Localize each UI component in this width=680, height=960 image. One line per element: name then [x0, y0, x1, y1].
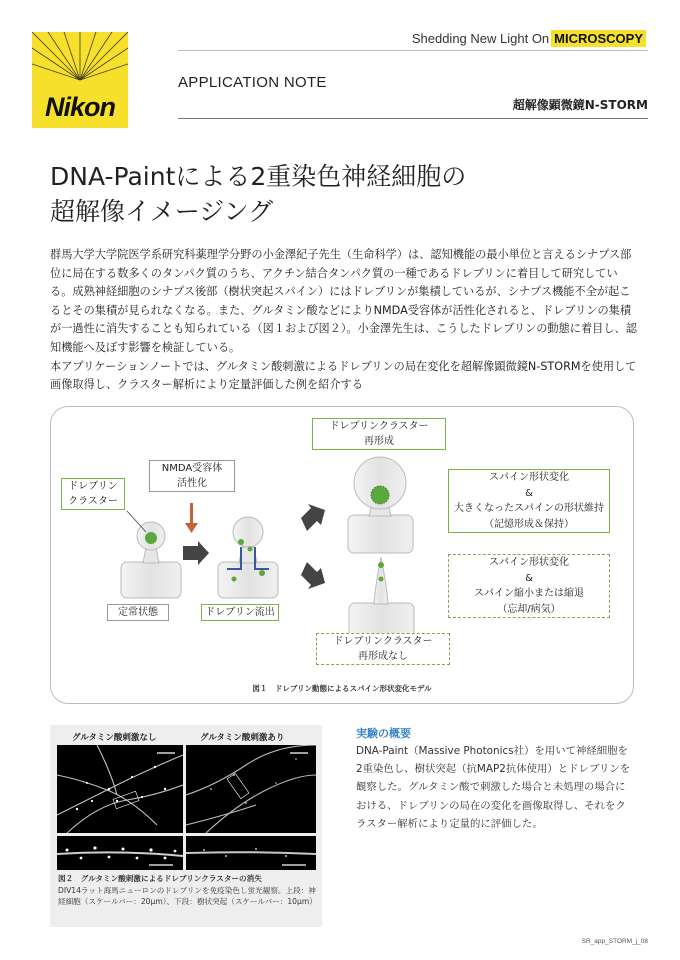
branch-up-arrow-icon [301, 504, 325, 531]
outcome-1-line-4: （記憶形成＆保持） [484, 518, 574, 530]
tagline-highlight: MICROSCOPY [551, 30, 646, 47]
branch-down-arrow-icon [301, 562, 325, 589]
header-divider [178, 50, 648, 51]
steady-state-label: 定常状態 [107, 604, 169, 621]
dendrite-image-glutamate [186, 836, 316, 870]
figure-1-caption: 図１ ドレブリン動態によるスパイン形状変化モデル [252, 684, 432, 693]
title-line-1: DNA-Paintによる2重染色神経細胞の [50, 162, 467, 191]
neuron-image-glutamate [186, 745, 316, 833]
outcome-2-line-1: スパイン形状変化 [489, 557, 569, 568]
tagline [412, 31, 646, 46]
header-rule [178, 118, 648, 119]
figure-1 [50, 406, 634, 704]
reform-label [312, 418, 446, 450]
outcome-1-line-2: & [525, 487, 533, 499]
label-without-glutamate: グルタミン酸刺激なし [72, 733, 157, 743]
orange-arrow-icon [190, 503, 193, 525]
neuron-image-control [57, 745, 183, 833]
figure-2-caption-body: DIV14ラット海馬ニューロンのドレブリンを免疫染色し蛍光観察。上段：神経細胞（スケールバー：20μm）、下段：樹状突起（スケールバー：10μm） [58, 885, 317, 906]
drebrin-outflow-spine-icon [218, 517, 278, 598]
dendrite-image-control [57, 836, 183, 870]
title-line-2: 超解像イメージング [50, 197, 274, 226]
shrunken-spine-icon [349, 557, 414, 641]
figure-2 [50, 725, 322, 927]
outcome-2-line-4: （忘却/病気） [497, 603, 561, 615]
logo-text: Nikon [44, 92, 115, 122]
intro-paragraph-1: 群馬大学大学院医学系研究科薬理学分野の小金澤紀子先生（生命科学）は、認知機能の最小単位と言えるシナプス部位に局在する数多くのタンパク質のうち、アクチン結合タンパク質の一種であるドレブリンに着目して研究している。成熟神経細胞のシナプス後部（樹状突起スパイン）にはドレブリンが集積しているが、シナプス機能不全が起こるとその集積が見られなくなる。また、グルタミン酸などによりNMDA受容体が活性化されると、ドレブリンの集積が一過性に消失することも知られている（図１および図２）。小金澤先生は、こうしたドレブリンの動態に着目し、認知機能へ及ぼす影響を検証している。 [50, 248, 637, 354]
steady-state-spine-icon [121, 511, 181, 598]
nmda-line-1: NMDA受容体 [161, 463, 223, 474]
tagline-text: Shedding New Light On [411, 31, 550, 46]
reform-line-2: 再形成 [364, 436, 394, 447]
reform-line-1: ドレブリンクラスター [329, 421, 429, 432]
no-reform-line-1: ドレブリンクラスター [333, 636, 433, 647]
overview-heading: 実験の概要 [356, 727, 411, 740]
outcome-2-line-2: & [525, 572, 533, 584]
outflow-label: ドレブリン流出 [201, 604, 279, 621]
outcome-2-line-3: スパイン縮小または縮退 [474, 588, 584, 599]
drebrin-cluster-line-2: クラスター [68, 496, 118, 507]
nmda-label [149, 460, 235, 492]
figure-2-caption [58, 873, 316, 908]
outcome-2-box [448, 554, 610, 618]
nikon-logo [32, 32, 128, 128]
nmda-line-2: 活性化 [177, 478, 207, 489]
label-with-glutamate: グルタミン酸刺激あり [200, 733, 285, 743]
intro-paragraph-2: 本アプリケーションノートでは、グルタミン酸刺激によるドレブリンの局在変化を超解像顕微鏡N-STORMを使用して画像取得し、クラスター解析により定量評価した例を紹介する [50, 359, 637, 392]
enlarged-spine-icon [348, 457, 413, 553]
application-note-label: APPLICATION NOTE [178, 74, 327, 91]
document-code: SR_app_STORM_j_08 [581, 938, 648, 945]
outcome-1-line-3: 大きくなったスパインの形状維持 [454, 503, 604, 514]
figure-2-caption-title: 図２ グルタミン酸刺激によるドレブリンクラスターの消失 [58, 874, 262, 883]
no-reform-line-2: 再形成なし [358, 651, 408, 662]
drebrin-cluster-line-1: ドレブリン [68, 481, 118, 492]
outcome-1-box [448, 469, 610, 533]
intro-text [50, 246, 640, 395]
product-name: 超解像顕微鏡N-STORM [512, 98, 648, 112]
arrow-icon [183, 541, 209, 565]
outcome-1-line-1: スパイン形状変化 [489, 472, 569, 483]
overview-body: DNA-Paint（Massive Photonics社）を用いて神経細胞を2重染色し、樹状突起（抗MAP2抗体使用）とドレブリンを観察した。グルタミン酸で刺激した場合と未処理の場合における、ドレブリンの局在の変化を画像取得し、それをクラスター解析により定量的に評価した。 [356, 745, 631, 830]
page-title [50, 159, 650, 229]
no-reform-label [316, 633, 450, 665]
drebrin-cluster-label [61, 478, 125, 510]
